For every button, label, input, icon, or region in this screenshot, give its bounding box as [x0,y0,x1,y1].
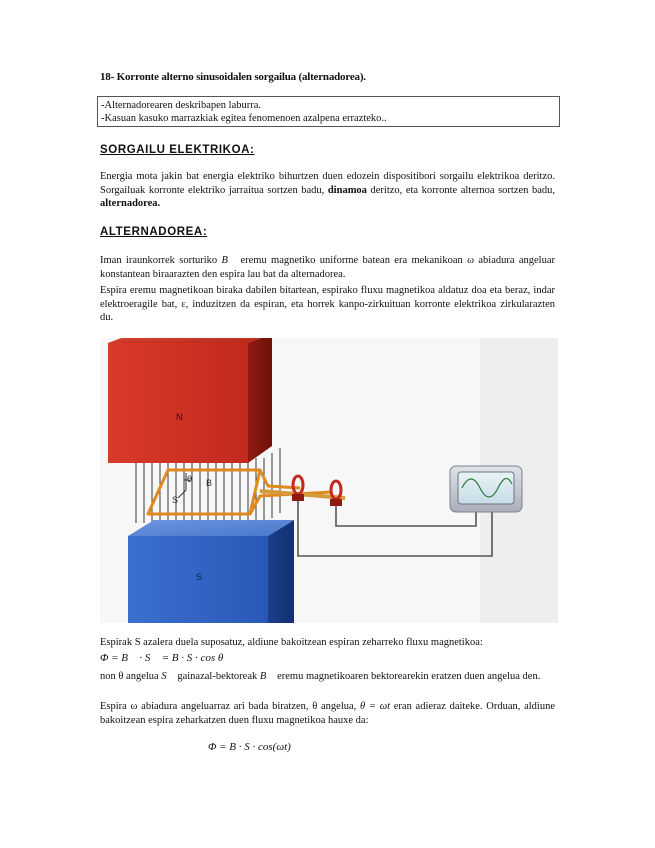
alternator-illustration [100,338,558,623]
flux-formula: Φ = B⃗ · S⃗ = B · S · cos θ [100,652,224,664]
flux-paragraph: Espirak S azalera duela suposatuz, aldiune bakoitzean espiran zeharreko fluxu magnetikoa: [100,637,483,648]
south-magnet [128,520,294,623]
alternator-paragraph-2: Espira eremu magnetikoan biraka dabilen bitartean, espirako fluxu magnetikoa aldatuz doa eta beraz, indar elektroeragile bat, ε, induzitzen da espiran, eta horrek kanpo-zirkuituan korronte elektrikoa zirkularazten du. [100,285,555,324]
s-label: S [172,495,179,505]
north-label: N [176,412,183,422]
rotation-paragraph: Espira ω abiadura angeluarraz ari bada biratzen, θ angelua, θ = ωt eran adieraz daiteke. Orduan, aldiune bakoitzean espira zeharkatzen duen fluxu magnetikoa hauxe da: [100,701,555,726]
alternator-paragraph-1: Iman iraunkorrek sorturiko B⃗ eremu magnetiko uniforme batean era mekanikoan ω abiadura angeluar konstantean biraarazten den espira lau bat da alternadorea. [100,255,556,280]
section-heading-alternator: ALTERNADOREA: [100,226,208,238]
flux-time-formula: Φ = B · S · cos(ωt) [208,741,291,753]
generator-paragraph: Energia mota jakin bat energia elektriko bihurtzen duen edozein dispositibori sorgailu elektrikoa deritzo. Sorgailuak korronte elektriko jarraitua sortzen badu, dinamoa deritzo, eta korronte alternoa sortzen badu, alternadorea. [100,171,555,210]
exercise-title: 18- Korronte alterno sinusoidalen sorgailua (alternadorea). [100,71,366,83]
theta-label: θ [187,474,193,484]
north-magnet [108,338,272,463]
south-label: S [196,572,203,582]
objectives-box [97,96,560,127]
alternator-figure [100,338,558,623]
section-heading-generator: SORGAILU ELEKTRIKOA: [100,144,255,156]
b-label: B [206,478,213,488]
oscilloscope [450,466,522,512]
objective-item: -Alternadorearen deskribapen laburra. [101,100,262,111]
objective-item: -Kasuan kasuko marrazkiak egitea fenomenoen azalpena errazteko.. [101,113,387,124]
angle-paragraph: non θ angelua S⃗ gainazal-bektoreak B⃗ eremu magnetikoaren bektorearekin eratzen duen angelua den. [100,671,541,682]
